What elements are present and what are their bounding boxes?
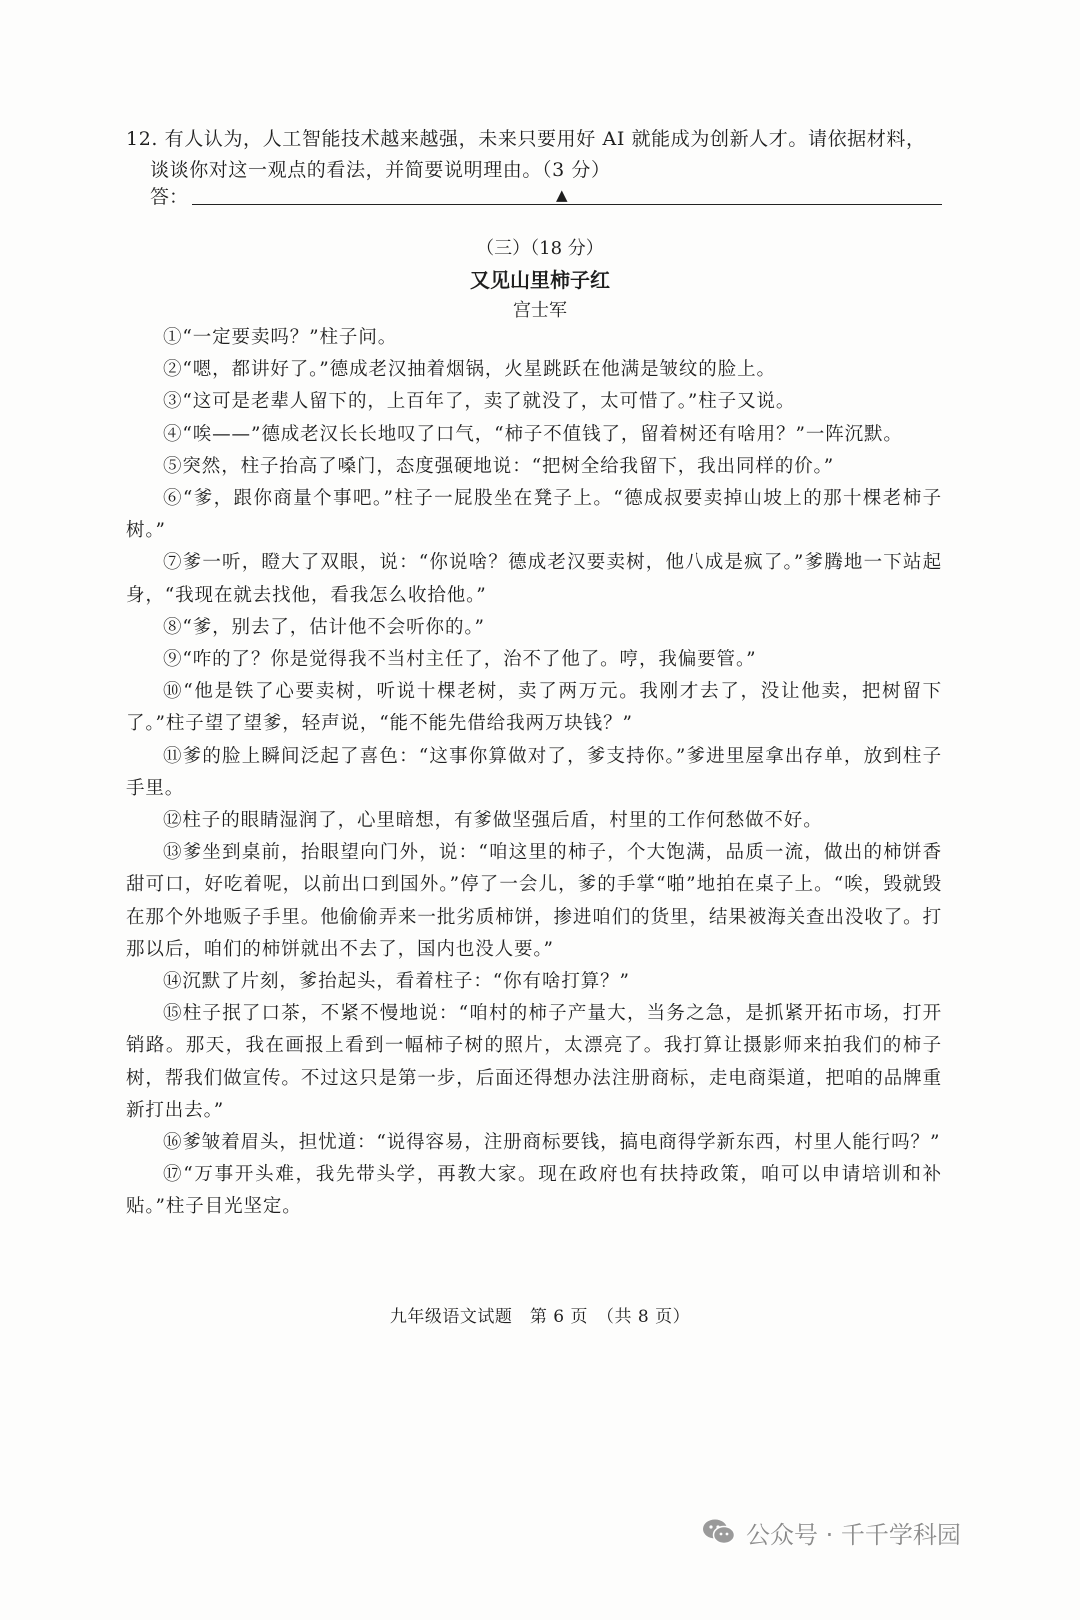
paragraph: ⑤突然，柱子抬高了嗓门，态度强硬地说：“把树全给我留下，我出同样的价。”: [163, 455, 835, 477]
section-heading: （三）（18 分）: [476, 238, 604, 259]
passage-author: 宫士军: [513, 300, 567, 321]
page-footer: 九年级语文试题 第 6 页 （共 8 页）: [389, 1307, 691, 1327]
answer-label: 答：: [150, 186, 189, 208]
wechat-icon: [702, 1518, 736, 1546]
paragraph: ②“嗯，都讲好了。”德成老汉抽着烟锅，火星跳跃在他满是皱纹的脸上。: [163, 359, 776, 381]
question-12-line-1: 12. 有人认为，人工智能技术越来越强，未来只要用好 AI 就能成为创新人才。请依据材料，: [126, 128, 926, 150]
passage-body: [126, 322, 942, 1224]
paragraph: ③“这可是老辈人留下的，上百年了，卖了就没了，太可惜了。”柱子又说。: [163, 391, 796, 413]
paragraph: ⑰“万事开头难，我先带头学，再教大家。现在政府也有扶持政策，咱可以申请培训和补贴。”柱子目光坚定。: [126, 1164, 942, 1218]
watermark-text: 公众号 · 千千学科园: [746, 1520, 961, 1549]
question-12: [126, 124, 956, 186]
paragraph: ⑦爹一听，瞪大了双眼，说：“你说啥？德成老汉要卖树，他八成是疯了。”爹腾地一下站起身，“我现在就去找他，看我怎么收拾他。”: [126, 552, 942, 606]
paragraph: ⑩“他是铁了心要卖树，听说十棵老树，卖了两万元。我刚才去了，没让他卖，把树留下了。”柱子望了望爹，轻声说，“能不能先借给我两万块钱？”: [126, 681, 942, 735]
paragraph: ⑫柱子的眼睛湿润了，心里暗想，有爹做坚强后盾，村里的工作何愁做不好。: [163, 810, 823, 832]
paragraph: ⑥“爹，跟你商量个事吧。”柱子一屁股坐在凳子上。“德成叔要卖掉山坡上的那十棵老柿子树。”: [126, 488, 942, 542]
paragraph: ④“唉——”德成老汉长长地叹了口气，“柿子不值钱了，留着树还有啥用？”一阵沉默。: [163, 423, 903, 445]
paragraph: ⑧“爹，别去了，估计他不会听你的。”: [163, 616, 485, 638]
question-12-line-2: 谈谈你对这一观点的看法，并简要说明理由。（3 分）: [150, 159, 611, 181]
answer-marker: ▲: [556, 186, 568, 204]
paragraph: ⑬爹坐到桌前，抬眼望向门外，说：“咱这里的柿子，个大饱满，品质一流，做出的柿饼香甜可口，好吃着呢，以前出口到国外。”停了一会儿，爹的手掌“啪”地拍在桌子上。“唉，毁就毁在那个外地贩子手里。他偷偷弄来一批劣质柿饼，掺进咱们的货里，结果被海关查出没收了。打那以后，咱们的柿饼就出不去了，国内也没人要。”: [126, 842, 942, 960]
answer-line: [192, 204, 942, 205]
passage-title: 又见山里柿子红: [470, 268, 610, 292]
paragraph: ⑪爹的脸上瞬间泛起了喜色：“这事你算做对了，爹支持你。”爹进里屋拿出存单，放到柱子手里。: [126, 745, 942, 799]
paragraph: ⑮柱子抿了口茶，不紧不慢地说：“咱村的柿子产量大，当务之急，是抓紧开拓市场，打开销路。那天，我在画报上看到一幅柿子树的照片，太漂亮了。我打算让摄影师来拍我们的柿子树，帮我们做宣传。不过这只是第一步，后面还得想办法注册商标，走电商渠道，把咱的品牌重新打出去。”: [126, 1003, 942, 1121]
paragraph: ⑨“咋的了？你是觉得我不当村主任了，治不了他了。哼，我偏要管。”: [163, 649, 757, 671]
paragraph: ①“一定要卖吗？”柱子问。: [163, 327, 398, 348]
paragraph: ⑭沉默了片刻，爹抬起头，看着柱子：“你有啥打算？”: [163, 971, 630, 993]
answer-row: [150, 182, 950, 212]
watermark: [702, 1512, 961, 1552]
paragraph: ⑯爹皱着眉头，担忧道：“说得容易，注册商标要钱，搞电商得学新东西，村里人能行吗？”: [163, 1132, 941, 1154]
